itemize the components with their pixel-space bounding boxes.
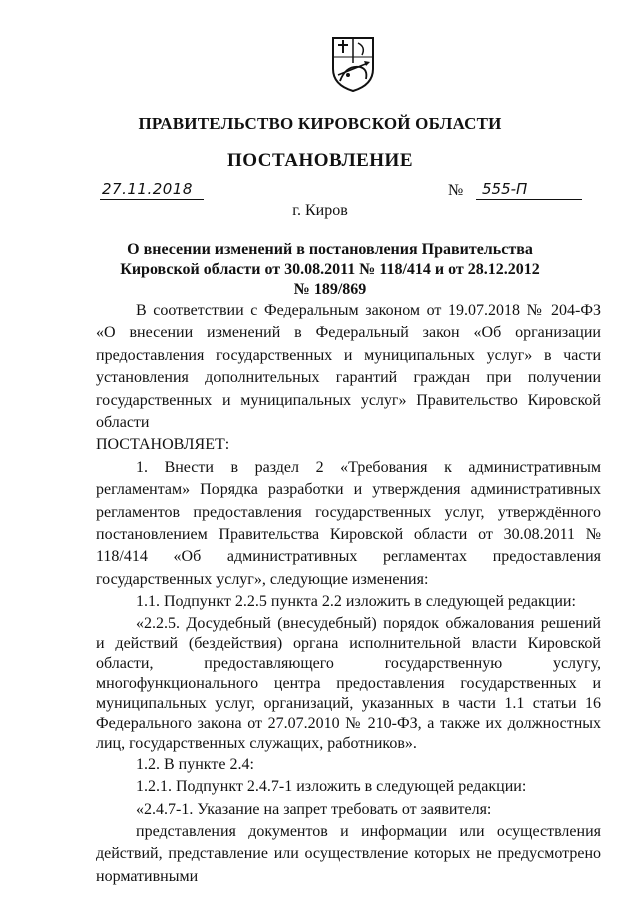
paragraph: 1.1. Подпункт 2.2.5 пункта 2.2 изложить в следующей редакции: [136,593,576,611]
coat-of-arms-icon [330,35,376,93]
document-subject: О внесении изменений в постановления Правительства Кировской области от 30.08.2011 № 118/414 и от 28.12.2012 № 189/869 [120,241,540,298]
city-name: г. Киров [292,202,348,219]
paragraph: 1.2.1. Подпункт 2.4.7-1 изложить в следующей редакции: [136,778,527,796]
paragraph: «2.4.7-1. Указание на запрет требовать от заявителя: [136,800,492,818]
number-label: № [448,182,464,199]
document-body [96,300,601,888]
paragraph: В соответствии с Федеральным законом от 19.07.2018 № 204-ФЗ «О внесении изменений в Федеральный закон «Об организации предоставления государственных и муниципальных услуг» в части установления дополнительных гарантий граждан при получении государственных и муниципальных услуг» Правительство Кировской области [96,302,601,432]
paragraph: представления документов и информации или осуществления действий, представление или осуществление которых не предусмотрено нормативными [96,822,601,885]
document-type-title: ПОСТАНОВЛЕНИЕ [226,150,414,171]
document-date: 27.11.2018 [100,180,204,200]
paragraph: 1. Внести в раздел 2 «Требования к административным регламентам» Порядка разработки и утверждения административных регламентов предоставления государственных услуг, утверждённого постановлением Правительства Кировской области от 30.08.2011 № 118/414 «Об административных регламентах предоставления государственных услуг», следующие изменения: [96,458,601,588]
government-name: ПРАВИТЕЛЬСТВО КИРОВСКОЙ ОБЛАСТИ [138,114,502,133]
paragraph: «2.2.5. Досудебный (внесудебный) порядок обжалования решений и действий (бездействия) органа исполнительной власти Кировской области, предоставляющего государственную услугу, многофункционального центра предоставления государственных и муниципальных услуг, организаций, указанных в части 1.1 статьи 16 Федерального закона от 27.07.2010 № 210-ФЗ, а также их должностных лиц, государственных служащих, работников». [96,614,601,752]
document-number: 555-П [476,180,582,200]
paragraph: ПОСТАНОВЛЯЕТ: [96,436,230,454]
paragraph: 1.2. В пункте 2.4: [136,755,254,773]
